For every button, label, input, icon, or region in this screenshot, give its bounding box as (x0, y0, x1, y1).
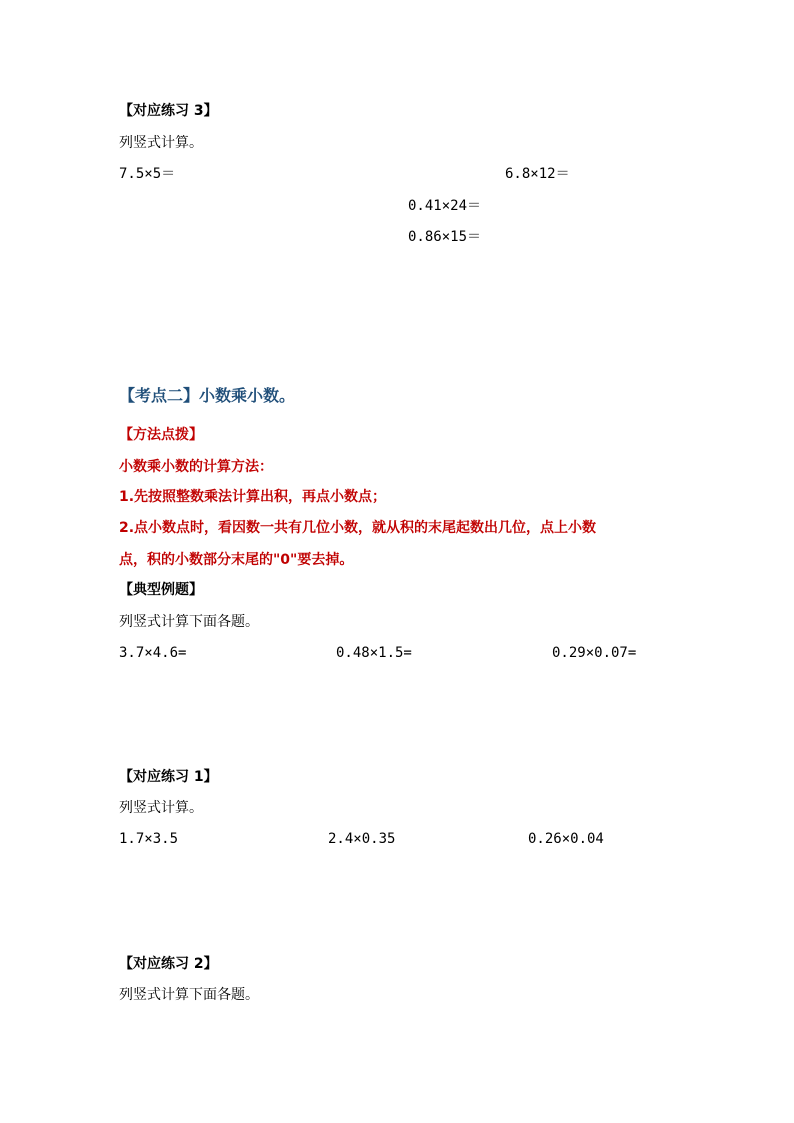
section2-title: 【考点二】小数乘小数。 (119, 386, 296, 405)
practice3-instruction: 列竖式计算。 (119, 135, 203, 151)
method-heading: 【方法点拨】 (119, 427, 203, 443)
example-problem-1: 3.7×4.6= (119, 645, 187, 661)
practice3-problem-2: 6.8×12＝ (505, 166, 570, 182)
example-instruction: 列竖式计算下面各题。 (119, 614, 259, 630)
practice1-problem-3: 0.26×0.04 (528, 831, 604, 847)
example-problem-2: 0.48×1.5= (336, 645, 412, 661)
practice3-problem-4: 0.86×15＝ (408, 229, 482, 245)
practice1-instruction: 列竖式计算。 (119, 800, 203, 816)
example-problem-3: 0.29×0.07= (552, 645, 637, 661)
method-step-1: 1.先按照整数乘法计算出积，再点小数点； (119, 489, 387, 505)
practice2-heading: 【对应练习 2】 (119, 956, 218, 972)
method-step-2-line-1: 2.点小数点时，看因数一共有几位小数，就从积的末尾起数出几位，点上小数 (119, 520, 597, 536)
method-subtitle: 小数乘小数的计算方法： (119, 459, 273, 475)
practice3-problem-1: 7.5×5＝ (119, 166, 176, 182)
example-heading: 【典型例题】 (119, 582, 203, 598)
practice1-problem-1: 1.7×3.5 (119, 831, 179, 847)
practice3-heading: 【对应练习 3】 (119, 103, 218, 119)
practice3-problem-3: 0.41×24＝ (408, 198, 482, 214)
practice1-heading: 【对应练习 1】 (119, 769, 218, 785)
practice2-instruction: 列竖式计算下面各题。 (119, 987, 259, 1003)
method-step-2-line-2: 点，积的小数部分末尾的"0"要去掉。 (119, 552, 354, 568)
practice1-problem-2: 2.4×0.35 (328, 831, 396, 847)
